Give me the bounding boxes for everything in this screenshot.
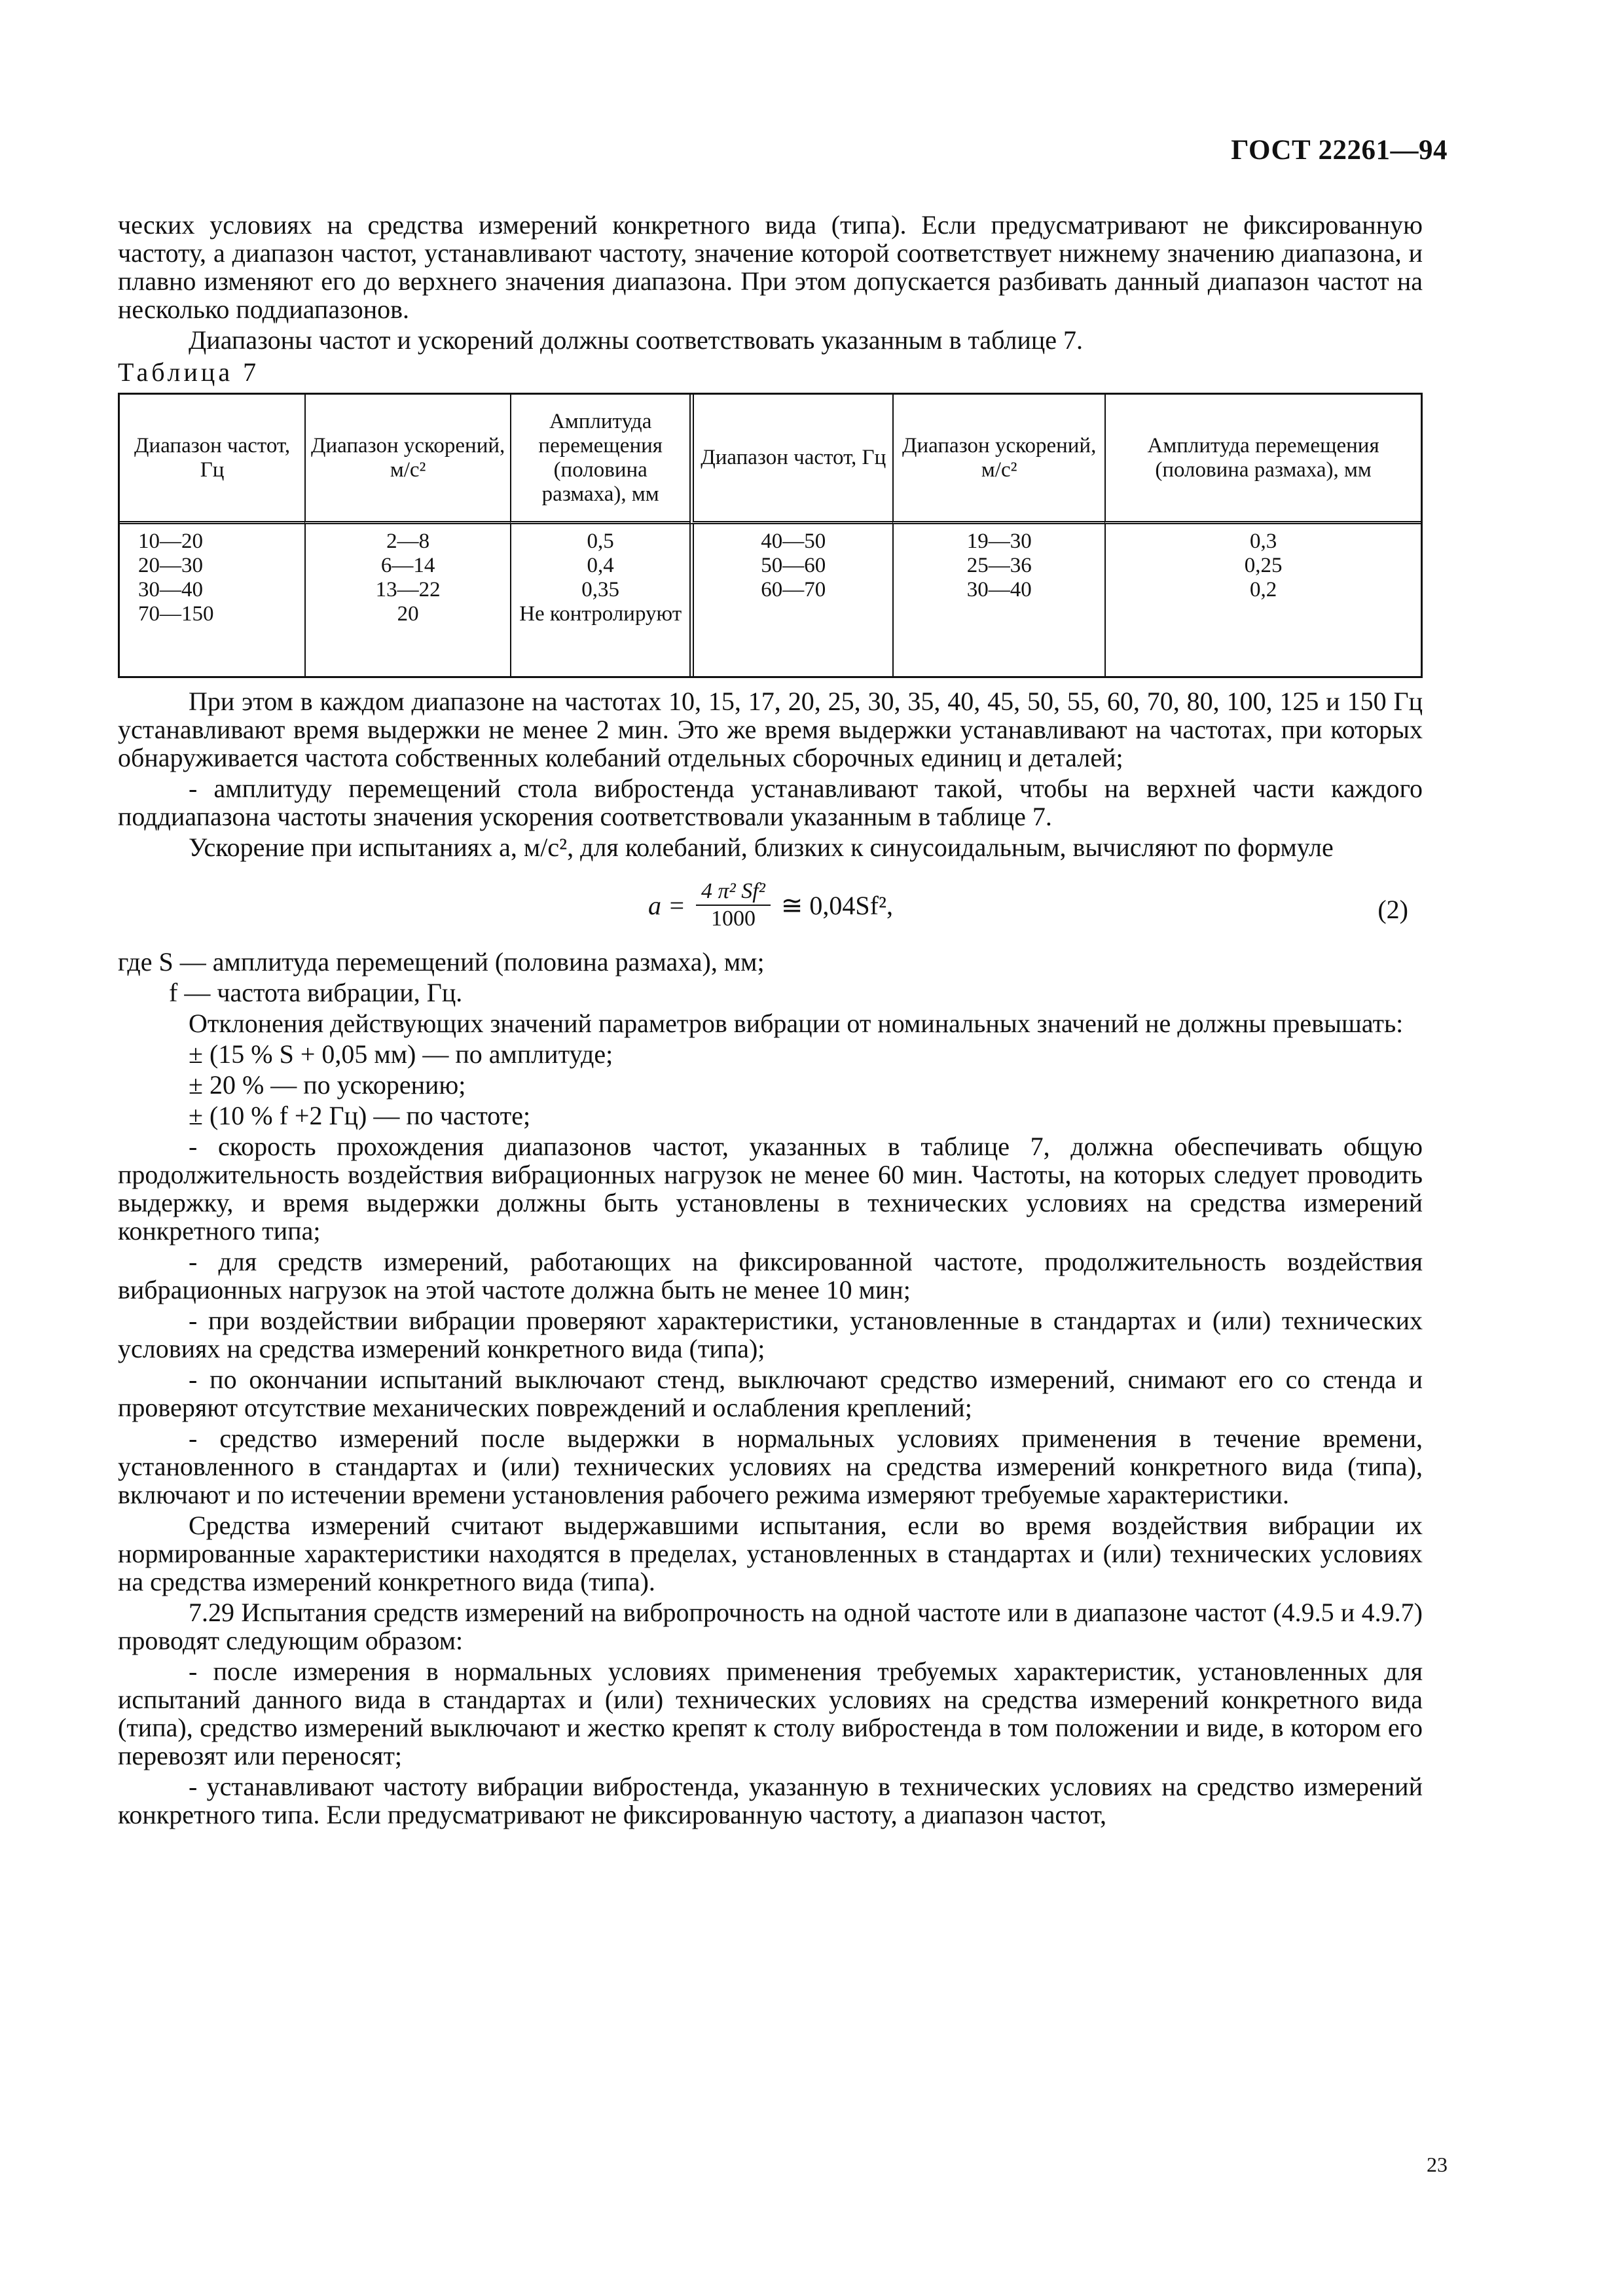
tolerance-acceleration: ± 20 % — по ускорению; — [189, 1070, 466, 1100]
formula-denominator: 1000 — [710, 906, 756, 931]
table-cell: Не контролируют — [519, 602, 682, 626]
cell-ampl-right — [1104, 524, 1421, 676]
formula-fraction — [696, 878, 771, 932]
header-accel-left: Диапазон ускорений, м/с² — [304, 395, 510, 524]
cell-ampl-left — [510, 524, 689, 676]
table-cell: 0,2 — [1249, 578, 1277, 601]
table-cell: 2—8 — [386, 529, 430, 553]
page-body — [118, 211, 1423, 1829]
formula — [648, 878, 893, 932]
table-caption: Таблица 7 — [118, 357, 260, 387]
table-cell: 0,5 — [587, 529, 614, 553]
table-cell: 19—30 — [966, 529, 1032, 553]
table-cell: 50—60 — [761, 554, 826, 577]
header-accel-right: Диапазон ускорений, м/с² — [892, 395, 1104, 524]
formula-block — [118, 869, 1423, 942]
vibration-table — [118, 393, 1423, 678]
table-cell: 13—22 — [375, 578, 441, 601]
tolerance-amplitude: ± (15 % S + 0,05 мм) — по амплитуде; — [189, 1039, 613, 1069]
table-cell: 0,3 — [1249, 529, 1277, 553]
paragraph-amplitude: - амплитуду перемещений стола вибростенда устанавливают такой, чтобы на верхней части каждого поддиапазона частоты значения ускорения соответствовали указанным в таблице 7. — [118, 774, 1423, 831]
paragraph-acceleration-formula: Ускорение при испытаниях a, м/с², для колебаний, близких к синусоидальным, вычисляют по формуле — [189, 833, 1334, 862]
header-ampl-right: Амплитуда перемещения (половина размаха), мм — [1104, 395, 1421, 524]
cell-accel-right — [892, 524, 1104, 676]
header-freq-right: Диапазон частот, Гц — [689, 395, 892, 524]
formula-numerator: 4 π² Sf² — [696, 878, 771, 906]
list-item: - устанавливают частоту вибрации вибростенда, указанную в технических условиях на средство измерений конкретного типа. Если предусматривают не фиксированную частоту, а диапазон частот, — [118, 1772, 1423, 1829]
cell-freq-right — [689, 524, 892, 676]
table-cell: 10—20 — [138, 529, 203, 553]
table-cell: 60—70 — [761, 578, 826, 601]
table-cell: 40—50 — [761, 529, 826, 553]
formula-rhs: ≅ 0,04Sf², — [780, 890, 893, 920]
table-cell: 0,25 — [1244, 554, 1283, 577]
list-item: - по окончании испытаний выключают стенд, выключают средство измерений, снимают его со стенда и проверяют отсутствие механических повреждений и ослабления креплений; — [118, 1365, 1423, 1422]
where-line-1: где S — амплитуда перемещений (половина размаха), мм; — [118, 947, 765, 977]
paragraph-deviations: Отклонения действующих значений параметров вибрации от номинальных значений не должны превышать: — [189, 1009, 1404, 1038]
paragraph-passed: Средства измерений считают выдержавшими испытания, если во время воздействия вибрации их нормированные характеристики находятся в пределах, установленных в стандартах и (или) технических условиях на средства измерений конкретного вида (типа). — [118, 1511, 1423, 1596]
list-item: - для средств измерений, работающих на фиксированной частоте, продолжительность воздействия вибрационных нагрузок на этой частоте должна быть не менее 10 мин; — [118, 1247, 1423, 1304]
table-cell: 6—14 — [380, 554, 435, 577]
list-item: - после измерения в нормальных условиях применения требуемых характеристик, установленных для испытаний данного вида в стандартах и (или) технических условиях на средства измерений конкретного вида (типа), средство измерений выключают и жестко крепят к столу вибростенда в том положении и виде, в котором его перевозят или переносят; — [118, 1657, 1423, 1770]
page-number: 23 — [1427, 2153, 1448, 2176]
table-cell: 0,35 — [581, 578, 620, 601]
paragraph-7-29: 7.29 Испытания средств измерений на вибропрочность на одной частоте или в диапазоне частот (4.9.5 и 4.9.7) проводят следующим образом: — [118, 1598, 1423, 1655]
table-cell: 70—150 — [138, 602, 214, 626]
table-header-row — [120, 395, 1421, 524]
header-freq-left: Диапазон частот, Гц — [120, 395, 304, 524]
header-ampl-left: Амплитуда перемещения (половина размаха), мм — [510, 395, 689, 524]
document-id: ГОСТ 22261—94 — [1231, 135, 1448, 166]
list-item: - средство измерений после выдержки в нормальных условиях применения в течение времени, установленного в стандартах и (или) технических условиях на средства измерений конкретного вида (типа), включают и по истечении времени установления рабочего режима измеряют требуемые характеристики. — [118, 1424, 1423, 1509]
table-cell: 20 — [397, 602, 419, 626]
table-cell: 20—30 — [138, 554, 203, 577]
table-cell: 30—40 — [966, 578, 1032, 601]
where-line-2: f — частота вибрации, Гц. — [169, 978, 463, 1007]
formula-lhs: a = — [648, 890, 685, 920]
tolerance-frequency: ± (10 % f +2 Гц) — по частоте; — [189, 1101, 531, 1130]
table-row — [120, 524, 1421, 676]
cell-freq-left — [120, 524, 304, 676]
document-header — [1231, 134, 1448, 166]
formula-number: (2) — [1377, 895, 1408, 924]
paragraph-hold-time: При этом в каждом диапазоне на частотах 10, 15, 17, 20, 25, 30, 35, 40, 45, 50, 55, 60, 70, 80, 100, 125 и 150 Гц устанавливают время выдержки не менее 2 мин. Это же время выдержки устанавливают на частотах, при которых обнаруживается частота собственных колебаний отдельных сборочных единиц и деталей; — [118, 687, 1423, 772]
paragraph-intro: ческих условиях на средства измерений конкретного вида (типа). Если предусматривают не фиксированную частоту, а диапазон частот, устанавливают частоту, значение которой соответствует нижнему значению диапазона, и плавно изменяют его до верхнего значения диапазона. При этом допускается разбивать данный диапазон частот на несколько поддиапазонов. — [118, 210, 1423, 324]
list-item: - при воздействии вибрации проверяют характеристики, установленные в стандартах и (или) технических условиях на средства измерений конкретного вида (типа); — [118, 1306, 1423, 1363]
table-cell: 25—36 — [966, 554, 1032, 577]
cell-accel-left — [304, 524, 510, 676]
paragraph-table-reference: Диапазоны частот и ускорений должны соответствовать указанным в таблице 7. — [189, 325, 1084, 355]
list-item: - скорость прохождения диапазонов частот, указанных в таблице 7, должна обеспечивать общую продолжительность воздействия вибрационных нагрузок не менее 60 мин. Частоты, на которых следует проводить выдержку, и время выдержки должны быть установлены в технических условиях на средства измерений конкретного типа; — [118, 1132, 1423, 1246]
table-cell: 0,4 — [587, 554, 614, 577]
table-cell: 30—40 — [138, 578, 203, 601]
